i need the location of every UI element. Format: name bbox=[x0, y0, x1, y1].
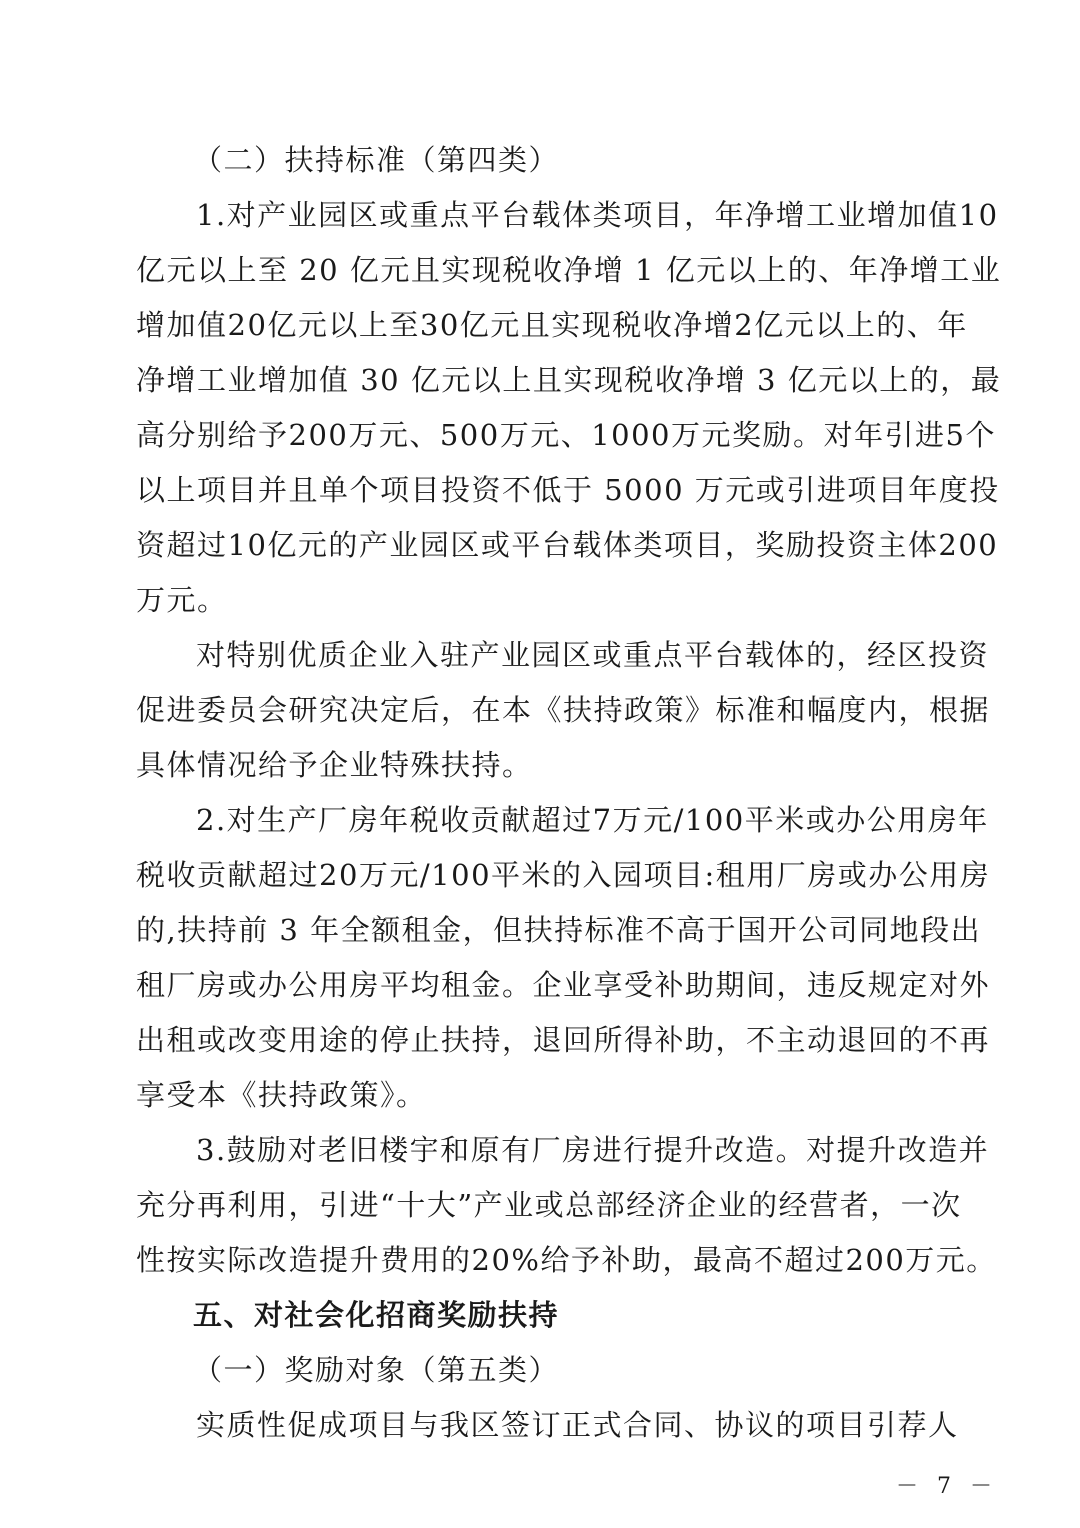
paragraph-line: 税收贡献超过20万元/100平米的入园项目:租用厂房或办公用房 bbox=[136, 858, 991, 892]
paragraph-line: 亿元以上至 20 亿元且实现税收净增 1 亿元以上的、年净增工业 bbox=[136, 253, 1002, 287]
paragraph-line: 对特别优质企业入驻产业园区或重点平台载体的，经区投资 bbox=[196, 638, 990, 672]
paragraph-line: 增加值20亿元以上至30亿元且实现税收净增2亿元以上的、年 bbox=[136, 308, 968, 342]
paragraph-line: 高分别给予200万元、500万元、1000万元奖励。对年引进5个 bbox=[136, 418, 996, 452]
subsection-heading-award-target: （一）奖励对象（第五类） bbox=[193, 1353, 560, 1387]
paragraph-line: 享受本《扶持政策》。 bbox=[136, 1078, 427, 1112]
paragraph-line: 实质性促成项目与我区签订正式合同、协议的项目引荐人 bbox=[196, 1408, 959, 1442]
paragraph-line: 性按实际改造提升费用的20%给予补助，最高不超过200万元。 bbox=[136, 1243, 997, 1277]
paragraph-line: 租厂房或办公用房平均租金。企业享受补助期间，违反规定对外 bbox=[136, 968, 991, 1002]
paragraph-line: 出租或改变用途的停止扶持，退回所得补助，不主动退回的不再 bbox=[136, 1023, 991, 1057]
paragraph-line: 3.鼓励对老旧楼宇和原有厂房进行提升改造。对提升改造并 bbox=[196, 1133, 990, 1167]
subsection-heading-support-standard: （二）扶持标准（第四类） bbox=[193, 143, 560, 177]
paragraph-line: 以上项目并且单个项目投资不低于 5000 万元或引进项目年度投 bbox=[136, 473, 1000, 507]
paragraph-line: 充分再利用，引进“十大”产业或总部经济企业的经营者，一次 bbox=[136, 1188, 962, 1222]
paragraph-line: 促进委员会研究决定后，在本《扶持政策》标准和幅度内，根据 bbox=[136, 693, 991, 727]
section-heading-five: 五、对社会化招商奖励扶持 bbox=[193, 1298, 560, 1332]
paragraph-line: 万元。 bbox=[136, 583, 228, 617]
paragraph-line: 1.对产业园区或重点平台载体类项目，年净增工业增加值10 bbox=[196, 198, 999, 232]
paragraph-line: 净增工业增加值 30 亿元以上且实现税收净增 3 亿元以上的，最 bbox=[136, 363, 1002, 397]
page-number: － 7 － bbox=[896, 1474, 998, 1499]
paragraph-line: 2.对生产厂房年税收贡献超过7万元/100平米或办公用房年 bbox=[196, 803, 989, 837]
paragraph-line: 资超过10亿元的产业园区或平台载体类项目，奖励投资主体200 bbox=[136, 528, 999, 562]
paragraph-line: 的,扶持前 3 年全额租金，但扶持标准不高于国开公司同地段出 bbox=[136, 913, 982, 947]
paragraph-line: 具体情况给予企业特殊扶持。 bbox=[136, 748, 533, 782]
